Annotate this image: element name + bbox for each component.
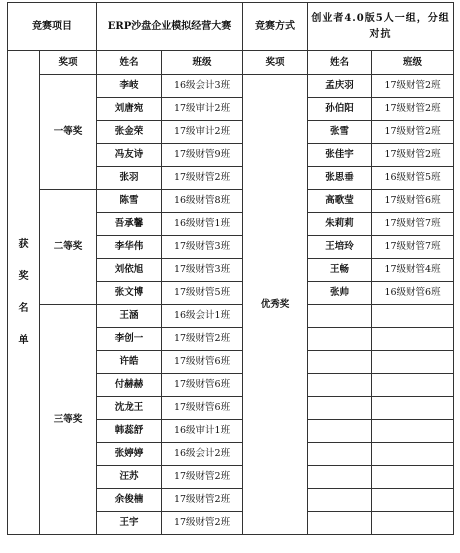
winner-name-cell-right: 张佳宇 <box>308 144 372 167</box>
winner-name-cell-right <box>308 305 372 328</box>
award-level-cell: 二等奖 <box>40 190 97 305</box>
winner-name-cell: 吾承馨 <box>97 213 162 236</box>
column-header-class-right: 班级 <box>372 51 454 75</box>
winner-class-cell-right <box>372 374 454 397</box>
winner-name-cell-right: 高歌莹 <box>308 190 372 213</box>
header-row <box>8 3 454 51</box>
winner-name-cell: 汪苏 <box>97 466 162 489</box>
winner-class-cell-right: 17级财管6班 <box>372 190 454 213</box>
winner-class-cell-right: 17级财管7班 <box>372 213 454 236</box>
winner-class-cell: 17级财管2班 <box>162 466 243 489</box>
winner-class-cell: 17级财管2班 <box>162 489 243 512</box>
column-header-row <box>8 51 454 75</box>
award-level-cell: 三等奖 <box>40 305 97 535</box>
winner-class-cell: 17级财管2班 <box>162 328 243 351</box>
column-header-name: 姓名 <box>97 51 162 75</box>
column-header-name-right: 姓名 <box>308 51 372 75</box>
table-row <box>8 305 454 328</box>
winner-name-cell-right: 孟庆羽 <box>308 75 372 98</box>
winner-class-cell-right: 17级财管7班 <box>372 236 454 259</box>
winner-class-cell: 17级财管2班 <box>162 167 243 190</box>
winner-name-cell-right <box>308 512 372 535</box>
winner-class-cell-right: 17级财管2班 <box>372 75 454 98</box>
winner-class-cell-right: 16级财管6班 <box>372 282 454 305</box>
column-header-class: 班级 <box>162 51 243 75</box>
winner-class-cell: 17级财管3班 <box>162 259 243 282</box>
winner-class-cell-right <box>372 443 454 466</box>
winner-class-cell: 16级会计1班 <box>162 305 243 328</box>
winner-class-cell: 17级财管9班 <box>162 144 243 167</box>
winner-class-cell: 17级财管6班 <box>162 397 243 420</box>
winner-name-cell-right <box>308 466 372 489</box>
winner-class-cell: 17级财管6班 <box>162 351 243 374</box>
contest-item-label: 竞赛项目 <box>8 3 97 51</box>
winner-class-cell: 17级财管6班 <box>162 374 243 397</box>
contest-method-label: 竞赛方式 <box>243 3 308 51</box>
winner-class-cell-right: 16级财管5班 <box>372 167 454 190</box>
winner-name-cell: 王涵 <box>97 305 162 328</box>
winner-class-cell: 16级财管8班 <box>162 190 243 213</box>
contest-item-value: ERP沙盘企业模拟经营大赛 <box>97 3 243 51</box>
contest-method-value: 创业者4.0版5人一组，分组对抗 <box>308 3 454 51</box>
award-table <box>7 2 454 535</box>
table-row <box>8 75 454 98</box>
winner-class-cell-right <box>372 305 454 328</box>
column-header-award: 奖项 <box>40 51 97 75</box>
winner-name-cell: 付赫赫 <box>97 374 162 397</box>
section-label-char: 获 <box>18 238 29 250</box>
winner-name-cell: 陈雪 <box>97 190 162 213</box>
section-label-char: 名 <box>18 302 29 314</box>
winner-class-cell-right <box>372 489 454 512</box>
column-header-award-right: 奖项 <box>243 51 308 75</box>
section-label-award-list <box>8 51 40 535</box>
winner-name-cell-right: 朱莉莉 <box>308 213 372 236</box>
winner-name-cell: 李创一 <box>97 328 162 351</box>
winner-class-cell-right <box>372 420 454 443</box>
winner-name-cell: 刘依旭 <box>97 259 162 282</box>
winner-name-cell: 韩蕊舒 <box>97 420 162 443</box>
winner-name-cell: 李华伟 <box>97 236 162 259</box>
winner-name-cell: 冯友诗 <box>97 144 162 167</box>
winner-class-cell-right <box>372 397 454 420</box>
winner-name-cell-right: 王畅 <box>308 259 372 282</box>
table-row <box>8 190 454 213</box>
winner-name-cell: 张羽 <box>97 167 162 190</box>
winner-name-cell-right <box>308 328 372 351</box>
winner-name-cell: 王宇 <box>97 512 162 535</box>
award-list-document <box>7 2 453 547</box>
winner-class-cell-right <box>372 512 454 535</box>
winner-name-cell-right <box>308 351 372 374</box>
winner-name-cell: 张金荣 <box>97 121 162 144</box>
winner-class-cell-right: 17级财管2班 <box>372 98 454 121</box>
winner-class-cell-right: 17级财管2班 <box>372 121 454 144</box>
winner-class-cell: 16级会计2班 <box>162 443 243 466</box>
winner-name-cell-right: 王培玲 <box>308 236 372 259</box>
winner-name-cell: 刘唐宛 <box>97 98 162 121</box>
winner-name-cell-right: 孙伯阳 <box>308 98 372 121</box>
award-level-cell: 一等奖 <box>40 75 97 190</box>
winner-class-cell: 16级财管1班 <box>162 213 243 236</box>
winner-class-cell: 17级审计2班 <box>162 121 243 144</box>
winner-name-cell-right: 张雪 <box>308 121 372 144</box>
winner-name-cell-right <box>308 443 372 466</box>
winner-class-cell-right <box>372 328 454 351</box>
winner-name-cell-right <box>308 420 372 443</box>
winner-class-cell: 17级审计2班 <box>162 98 243 121</box>
winner-name-cell: 李岐 <box>97 75 162 98</box>
winner-name-cell: 张婷婷 <box>97 443 162 466</box>
winner-name-cell-right: 张思垂 <box>308 167 372 190</box>
winner-name-cell: 许皓 <box>97 351 162 374</box>
winner-name-cell-right: 张帅 <box>308 282 372 305</box>
winner-name-cell: 张文博 <box>97 282 162 305</box>
winner-name-cell-right <box>308 397 372 420</box>
winner-class-cell: 16级审计1班 <box>162 420 243 443</box>
winner-name-cell-right <box>308 489 372 512</box>
winner-name-cell: 余俊楠 <box>97 489 162 512</box>
winner-name-cell: 沈龙王 <box>97 397 162 420</box>
winner-class-cell-right: 17级财管4班 <box>372 259 454 282</box>
winner-class-cell-right <box>372 466 454 489</box>
winner-class-cell: 16级会计3班 <box>162 75 243 98</box>
section-label-char: 奖 <box>18 270 29 282</box>
award-level-cell-right: 优秀奖 <box>243 75 308 535</box>
winner-class-cell: 17级财管5班 <box>162 282 243 305</box>
winner-class-cell-right <box>372 351 454 374</box>
winner-name-cell-right <box>308 374 372 397</box>
winner-class-cell: 17级财管2班 <box>162 512 243 535</box>
section-label-char: 单 <box>18 334 29 346</box>
winner-class-cell: 17级财管3班 <box>162 236 243 259</box>
winner-class-cell-right: 17级财管2班 <box>372 144 454 167</box>
